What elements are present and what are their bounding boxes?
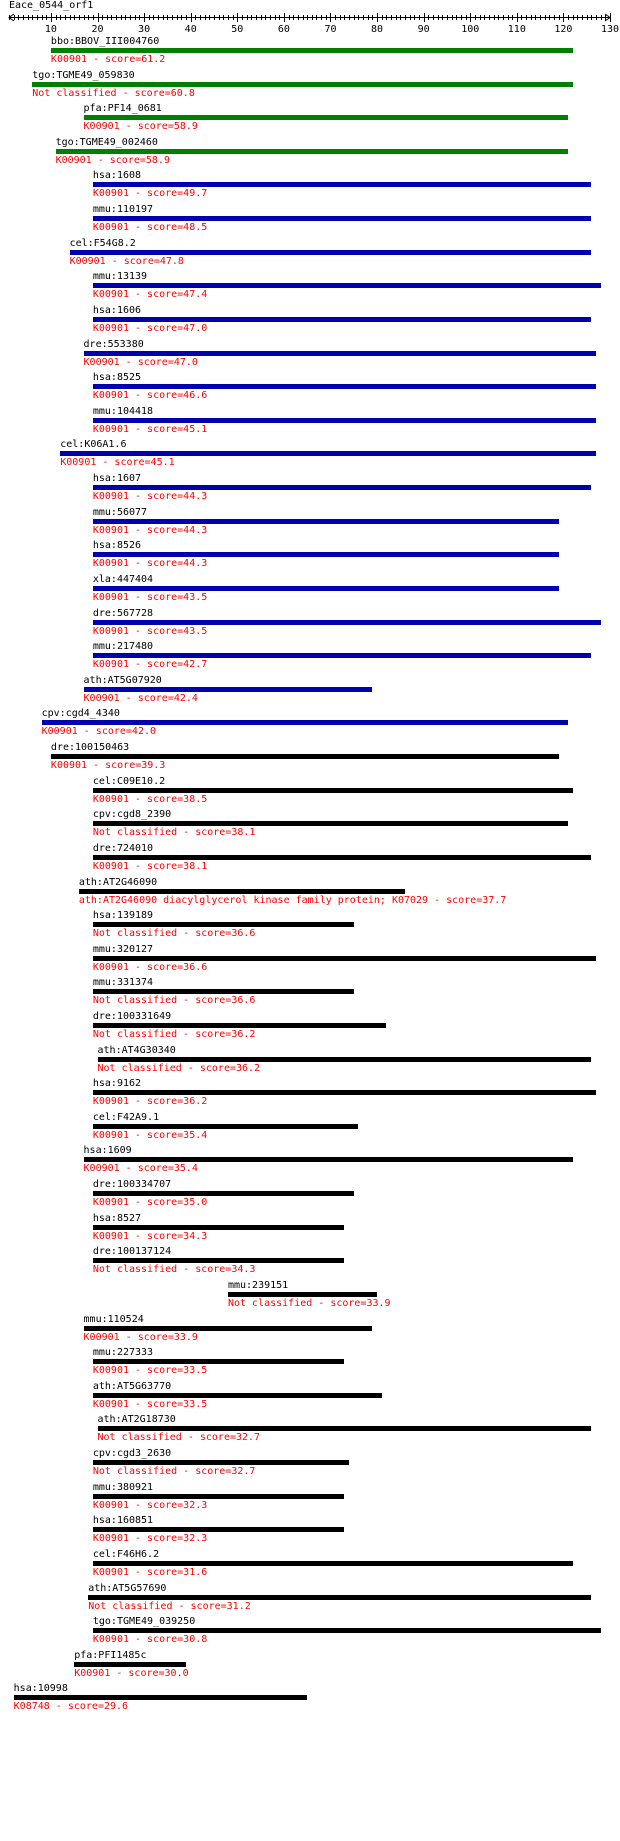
scale-tick-label: 70	[324, 24, 337, 35]
hit-alignment-bar[interactable]	[74, 1662, 186, 1667]
hit-score-label: Not classified - score=36.2	[92, 1028, 256, 1040]
hit-alignment-bar[interactable]	[79, 889, 405, 894]
hit-score-label: K00901 - score=58.9	[83, 121, 198, 133]
hit-name-link[interactable]: cel:F42A9.1	[92, 1111, 160, 1123]
hit-score-label: Not classified - score=36.6	[92, 928, 256, 940]
scale-tick-label: 130	[600, 24, 620, 35]
hit-score-label: K00901 - score=58.9	[55, 154, 170, 166]
scale-tick-label: 100	[461, 24, 480, 35]
hit-alignment-bar[interactable]	[93, 485, 592, 490]
hit-name-link[interactable]: cpv:cgd8_2390	[92, 809, 172, 821]
hit-name-link[interactable]: tgo:TGME49_059830	[32, 69, 135, 81]
hit-name-link[interactable]: hsa:1606	[92, 304, 142, 316]
hit-alignment-bar[interactable]	[93, 922, 354, 927]
hit-alignment-bar[interactable]	[93, 384, 596, 389]
hit-alignment-bar[interactable]	[93, 989, 354, 994]
hit-name-link[interactable]: mmu:320127	[92, 943, 154, 955]
hit-score-label: K00901 - score=44.3	[92, 558, 208, 570]
hit-alignment-bar[interactable]	[93, 552, 559, 557]
hit-alignment-bar[interactable]	[93, 519, 559, 524]
hit-name-link[interactable]: cel:K06A1.6	[60, 439, 127, 451]
hit-score-label: K00901 - score=42.7	[92, 659, 208, 671]
hit-name-link[interactable]: ath:AT5G07920	[83, 674, 162, 686]
scale-tick-label: 60	[277, 24, 290, 35]
hit-score-label: K00901 - score=47.8	[69, 255, 184, 267]
hit-score-label: K00901 - score=35.0	[92, 1197, 208, 1209]
hit-score-label: K00901 - score=42.0	[41, 726, 156, 738]
hit-alignment-bar[interactable]	[93, 1393, 382, 1398]
hit-alignment-bar[interactable]	[93, 182, 592, 187]
hit-name-link[interactable]: hsa:1607	[92, 473, 142, 485]
hit-name-link[interactable]: mmu:110197	[92, 204, 154, 216]
hit-score-label: K00901 - score=34.3	[92, 1230, 208, 1242]
hit-name-link[interactable]: dre:567728	[92, 607, 154, 619]
hit-alignment-bar[interactable]	[84, 351, 596, 356]
hit-score-label: K00901 - score=30.0	[74, 1667, 189, 1679]
hit-name-link[interactable]: mmu:239151	[227, 1279, 289, 1291]
hit-score-label: K00901 - score=45.1	[92, 423, 208, 435]
hit-alignment-bar[interactable]	[51, 754, 559, 759]
hit-name-link[interactable]: ath:AT2G18730	[97, 1414, 176, 1426]
hit-name-link[interactable]: hsa:8525	[92, 372, 142, 384]
hit-score-label: Not classified - score=34.3	[92, 1264, 256, 1276]
hit-alignment-bar[interactable]	[93, 855, 592, 860]
hit-name-link[interactable]: pfa:PF14_0681	[83, 103, 162, 115]
hit-alignment-bar[interactable]	[93, 216, 592, 221]
hit-alignment-bar[interactable]	[93, 1258, 345, 1263]
hit-alignment-bar[interactable]	[93, 1191, 354, 1196]
hit-alignment-bar[interactable]	[98, 1057, 592, 1062]
hit-score-label: K00901 - score=31.6	[92, 1566, 208, 1578]
hit-name-link[interactable]: mmu:227333	[92, 1347, 154, 1359]
hit-name-link[interactable]: pfa:PFI1485c	[74, 1649, 147, 1661]
hit-name-link[interactable]: cpv:cgd4_4340	[41, 708, 120, 720]
hit-score-label: K00901 - score=47.0	[83, 356, 198, 368]
scale-tick-label: 10	[44, 24, 57, 35]
hit-alignment-bar[interactable]	[84, 1157, 573, 1162]
scale-tick-label: 30	[138, 24, 151, 35]
hit-score-label: K00901 - score=61.2	[50, 54, 166, 65]
hit-name-link[interactable]: mmu:110524	[83, 1313, 144, 1325]
hit-alignment-bar[interactable]	[93, 1561, 573, 1566]
hit-name-link[interactable]: mmu:56077	[92, 506, 148, 518]
hit-score-label: Not classified - score=31.2	[88, 1600, 251, 1612]
scale-tick-label: 50	[231, 24, 244, 35]
hit-alignment-bar[interactable]	[32, 82, 572, 87]
scale-tick-label: 90	[417, 24, 430, 35]
hit-alignment-bar[interactable]	[93, 586, 559, 591]
hit-alignment-bar[interactable]	[93, 1090, 596, 1095]
scale-tick-label: 120	[554, 24, 573, 35]
hit-name-link[interactable]: tgo:TGME49_039250	[92, 1616, 196, 1628]
hit-score-label: Not classified - score=36.2	[97, 1062, 261, 1074]
hit-score-label: K00901 - score=43.5	[92, 591, 208, 603]
hit-alignment-bar[interactable]	[98, 1426, 592, 1431]
hit-alignment-bar[interactable]	[88, 1595, 591, 1600]
hit-score-label: K00901 - score=43.5	[92, 625, 208, 637]
hit-name-link[interactable]: dre:100150463	[50, 742, 130, 754]
hit-name-link[interactable]: cel:F46H6.2	[92, 1548, 160, 1560]
position-scale-ruler	[0, 0, 620, 40]
hit-name-link[interactable]: dre:724010	[92, 842, 154, 854]
hit-score-label: K00901 - score=38.1	[92, 860, 208, 872]
hit-score-label: K00901 - score=33.5	[92, 1398, 208, 1410]
hit-alignment-bar[interactable]	[93, 1460, 349, 1465]
hit-alignment-bar[interactable]	[84, 115, 569, 120]
hit-name-link[interactable]: mmu:13139	[92, 271, 148, 283]
hit-score-label: K00901 - score=47.0	[92, 322, 208, 334]
hit-score-label: K00901 - score=42.4	[83, 692, 198, 704]
hit-alignment-bar[interactable]	[228, 1292, 377, 1297]
hit-score-label: Not classified - score=36.6	[92, 995, 256, 1007]
hit-name-link[interactable]: ath:AT4G30340	[97, 1044, 176, 1056]
hit-score-label: K00901 - score=35.4	[92, 1129, 208, 1141]
hit-name-link[interactable]: bbo:BBOV_III004760	[50, 36, 160, 47]
hit-name-link[interactable]: tgo:TGME49_002460	[55, 136, 158, 148]
hit-score-label: K00901 - score=35.4	[83, 1163, 198, 1175]
hit-name-link[interactable]: cel:F54G8.2	[69, 237, 136, 249]
hit-score-label: K00901 - score=47.4	[92, 289, 208, 301]
hit-alignment-bar[interactable]	[93, 418, 596, 423]
scale-tick-label: 40	[184, 24, 197, 35]
hit-name-link[interactable]: hsa:8527	[92, 1212, 142, 1224]
hit-score-label: Not classified - score=60.8	[32, 87, 195, 99]
hit-alignment-bar[interactable]	[93, 821, 568, 826]
hit-alignment-bar[interactable]	[93, 1225, 345, 1230]
hit-name-link[interactable]: ath:AT5G63770	[92, 1380, 172, 1392]
hit-name-link[interactable]: hsa:10998	[13, 1683, 68, 1695]
hit-score-label: K00901 - score=36.6	[92, 961, 208, 973]
scale-tick-label: 80	[371, 24, 384, 35]
hit-score-label: K00901 - score=33.5	[92, 1365, 208, 1377]
hit-name-link[interactable]: dre:553380	[83, 338, 144, 350]
hit-score-label: K00901 - score=46.6	[92, 390, 208, 402]
hit-alignment-bar[interactable]	[42, 720, 568, 725]
hit-alignment-bar[interactable]	[93, 1359, 345, 1364]
hit-score-label: K00901 - score=30.8	[92, 1634, 208, 1646]
hit-alignment-bar[interactable]	[70, 250, 592, 255]
hit-score-label: Not classified - score=33.9	[227, 1297, 391, 1309]
hit-alignment-bar[interactable]	[93, 788, 573, 793]
hit-score-label: K00901 - score=38.5	[92, 793, 208, 805]
hit-name-link[interactable]: mmu:331374	[92, 977, 154, 989]
hit-alignment-bar[interactable]	[51, 48, 573, 53]
hit-alignment-bar[interactable]	[93, 956, 596, 961]
hit-name-link[interactable]: hsa:8526	[92, 540, 142, 552]
hit-name-link[interactable]: cel:C09E10.2	[92, 775, 166, 787]
hit-score-label: K00901 - score=44.3	[92, 491, 208, 503]
hit-alignment-bar[interactable]	[84, 1326, 373, 1331]
hit-name-link[interactable]: dre:100331649	[92, 1010, 172, 1022]
hit-alignment-bar[interactable]	[93, 1023, 387, 1028]
hit-score-label: K00901 - score=48.5	[92, 222, 208, 234]
hit-name-link[interactable]: hsa:139189	[92, 910, 154, 922]
hit-name-link[interactable]: hsa:1608	[92, 170, 142, 182]
hit-name-link[interactable]: mmu:217480	[92, 641, 154, 653]
hit-score-label: K08748 - score=29.6	[13, 1701, 129, 1713]
hit-alignment-bar[interactable]	[93, 620, 601, 625]
hit-score-label: K00901 - score=45.1	[60, 457, 175, 469]
hit-name-link[interactable]: xla:447404	[92, 573, 154, 585]
hit-score-label: K00901 - score=36.2	[92, 1096, 208, 1108]
page-title: Eace_0544_orf1	[9, 0, 94, 11]
hit-alignment-bar[interactable]	[56, 149, 568, 154]
scale-tick-label: 110	[507, 24, 526, 35]
hit-alignment-bar[interactable]	[93, 1494, 345, 1499]
hit-score-label: ath:AT2G46090 diacylglycerol kinase family protein; K07029 - score=37.7	[78, 894, 507, 906]
hit-score-label: K00901 - score=49.7	[92, 188, 208, 200]
hit-name-link[interactable]: ath:AT5G57690	[88, 1582, 167, 1594]
hit-alignment-bar[interactable]	[84, 687, 373, 692]
hit-name-link[interactable]: ath:AT2G46090	[78, 876, 158, 888]
hit-alignment-bar[interactable]	[14, 1695, 308, 1700]
hit-alignment-bar[interactable]	[60, 451, 596, 456]
hit-alignment-bar[interactable]	[93, 1527, 345, 1532]
hit-alignment-bar[interactable]	[93, 653, 592, 658]
hit-alignment-bar[interactable]	[93, 317, 592, 322]
hit-score-label: K00901 - score=32.3	[92, 1533, 208, 1545]
hit-name-link[interactable]: mmu:380921	[92, 1481, 154, 1493]
hit-score-label: K00901 - score=39.3	[50, 760, 166, 772]
hit-score-label: Not classified - score=32.7	[92, 1466, 256, 1478]
hit-score-label: Not classified - score=32.7	[97, 1432, 261, 1444]
hit-name-link[interactable]: dre:100137124	[92, 1246, 172, 1258]
hit-name-link[interactable]: mmu:104418	[92, 405, 154, 417]
hit-score-label: K00901 - score=32.3	[92, 1499, 208, 1511]
hit-score-label: K00901 - score=33.9	[83, 1331, 198, 1343]
hit-alignment-bar[interactable]	[93, 1628, 601, 1633]
hit-name-link[interactable]: dre:100334707	[92, 1179, 172, 1191]
hit-name-link[interactable]: hsa:1609	[83, 1145, 132, 1157]
hit-score-label: Not classified - score=38.1	[92, 827, 256, 839]
hit-score-label: K00901 - score=44.3	[92, 524, 208, 536]
hit-alignment-bar[interactable]	[93, 283, 601, 288]
hit-name-link[interactable]: hsa:160851	[92, 1515, 154, 1527]
hit-alignment-bar[interactable]	[93, 1124, 359, 1129]
hit-name-link[interactable]: cpv:cgd3_2630	[92, 1448, 172, 1460]
hit-name-link[interactable]: hsa:9162	[92, 1078, 142, 1090]
scale-tick-label: 20	[91, 24, 104, 35]
